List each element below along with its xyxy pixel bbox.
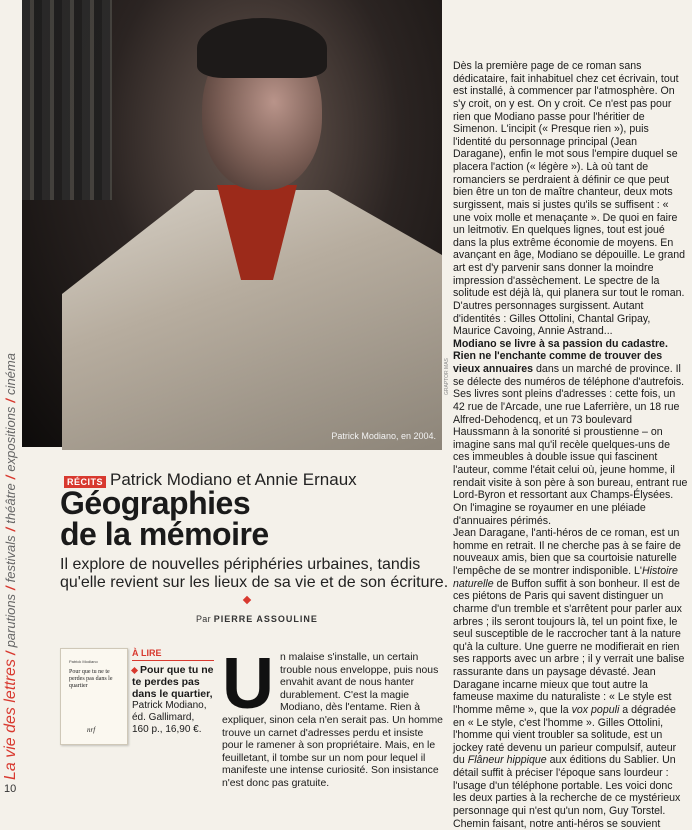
rubric-item: parutions <box>3 593 18 648</box>
deck: Il explore de nouvelles périphéries urbaines, tandis qu'elle revient sur les lieux de sa vie et de son écriture. <box>60 556 449 591</box>
cover-title: Pour que tu ne te perdes pas dans le quartier <box>69 669 113 689</box>
book-publisher: éd. Gallimard, <box>132 712 195 723</box>
article-column-1 <box>222 644 446 791</box>
rubric-text: La vie des lettres/parutions/festivals/théâtre/expositions/cinéma <box>2 353 19 780</box>
rubric-item: festivals <box>3 535 18 583</box>
lead-in: Modiano se livre à sa passion du cadastre. Rien ne l'enchante comme de trouver des vieux annuaires <box>453 337 668 375</box>
byline: Par PIERRE ASSOULINE <box>196 614 318 624</box>
rubric-item: expositions <box>3 406 18 472</box>
author-photo <box>22 0 442 447</box>
book-title: Pour que tu ne te perdes pas dans le quartier, <box>132 664 214 700</box>
book-price: 160 p., 16,90 €. <box>132 724 202 735</box>
paragraph: Dès la première page de ce roman sans dédicataire, fait inhabituel chez cet écrivain, tout est installé, à commencer par l'atmosphère. On s'y croit, on y est. On y croit. Ce n'est pas pour rien que Modiano passe pour l'héritier de Simenon. L'incipit (« Presque rien »), puis l'identité du personnage principal (Jean Daragane), enfin le mot sous l'empire duquel se placera l'action (« légère »). Là où tant de romanciers se perdraient à définir ce que peut bien être un ton de maître chanteur, deux mots surgissent, mais si justes qu'ils se suffisent : « une voix molle et menaçante ». De quoi en faire un leitmotiv. En quelques lignes, tout est joué dans la plus extrême économie de moyens. En avançant en âge, Modiano se dépouille. Le grand art est d'y parvenir sans donner la moindre impression d'assèchement. Le spectre de la solitude est déjà là, qui planera sur tout le roman. D'autres personnages surgissent. Autant d'identités : Gilles Ottolini, Chantal Gripay, Maurice Cavoing, Annie Astrand... <box>453 60 686 338</box>
cover-publisher: nrf <box>87 726 96 734</box>
photo-credit: GRAPTOR MAS <box>444 358 450 395</box>
article-authors: Patrick Modiano et Annie Ernaux <box>110 470 357 489</box>
byline-name: PIERRE ASSOULINE <box>213 614 318 624</box>
reading-box-title: À LIRE <box>132 648 214 661</box>
rubric-item: cinéma <box>3 353 18 395</box>
book-cover <box>60 648 128 745</box>
section-rubric <box>2 330 22 780</box>
photo-caption: Patrick Modiano, en 2004. <box>331 431 436 441</box>
section-tag: RÉCITS <box>64 476 106 488</box>
photo-bookshelf <box>22 0 112 200</box>
diamond-ornament <box>243 596 251 604</box>
drop-cap: U <box>222 644 274 724</box>
headline <box>60 485 450 552</box>
rubric-item: La vie des lettres <box>2 659 19 780</box>
headline-line-1: Géographies <box>60 485 251 521</box>
page-number: 10 <box>4 783 17 795</box>
paragraph: n malaise s'installe, un certain trouble nous enveloppe, puis nous envahit avant de nous hanter durablement. C'est la magie Modiano, dès l'entame. Rien à expliquer, sinon cela n'en serait pas. Un homme trouve un carnet d'adresses perdu et insiste pour le ramener à son propriétaire. Mais, en le feuilletant, il tombe sur un nom pour lequel il manifeste une intense curiosité. Son insistance n'est donc pas gratuite. <box>222 652 443 789</box>
rubric-item: théâtre <box>3 483 18 524</box>
headline-line-2: de la mémoire <box>60 516 269 552</box>
book-author: Patrick Modiano, <box>132 700 207 711</box>
cover-author: Patrick Modiano <box>69 659 98 664</box>
article-column-2 <box>453 60 688 830</box>
paragraph: Jean Daragane, l'anti-héros de ce roman, est un homme en retrait. Il ne cherche pas à se faire de nouveaux amis, bien que sa courtoisie naturelle l'empêche de se montrer indisponible. L'Histoire naturelle de Buffon suffit à son bonheur. Il est de ces piétons de Paris qui savent distinguer un charme d'un tremble et s'arrêtent pour parler aux arbres ; ils seront toujours là, tel un point fixe, le seul susceptible de le raccrocher tant à la nature qu'à la culture. Une guerre ne modifierait en rien ses rapports avec un arbre ; il y verrait une balise rassurante dans un paysage dévasté. Jean Daragane incarne mieux que tout autre la fameuse maxime du naturaliste : « Le style est l'homme même », que la vox populi a dégradée en « Le style, c'est l'homme ». Gilles Ottolini, l'homme qui vient troubler sa solitude, est un jockey raté devenu un parieur compulsif, auteur du Flâneur hippique aux éditions du Sablier. Un détail suffit à préciser l'époque sans lourdeur : l'usage d'un téléphone portable. Les voici donc les deux parties à la recherche de ce mystérieux personnage qui n'est qu'un nom, Guy Torstel. Chemin faisant, notre anti-héros se souvient <box>453 527 685 830</box>
reading-box <box>132 648 214 736</box>
diamond-icon <box>131 667 138 674</box>
paragraph: Modiano se livre à sa passion du cadastre. Rien ne l'enchante comme de trouver des vieux annuaires dans un marché de province. Il se délecte des numéros de téléphone d'autrefois. Ses livres sont pleins d'adresses : cette fois, un 42 rue de l'Arcade, une rue Laferrière, un 18 rue Alfred-Dehodencq, et un 73 boulevard Haussmann à la sonorité si proustienne – on imagine sans mal qu'il recèle quelques-uns de ces immeubles à double issue qui fascinent l'auteur, comme l'était celui où, jeune homme, il rendait visite à son père à son bureau, entrant rue Lord-Byron et ressortant aux Champs-Élysées. On l'imagine se royaumer en une pléiade d'annuaires périmés. <box>453 337 688 527</box>
photo-hair <box>197 18 327 78</box>
